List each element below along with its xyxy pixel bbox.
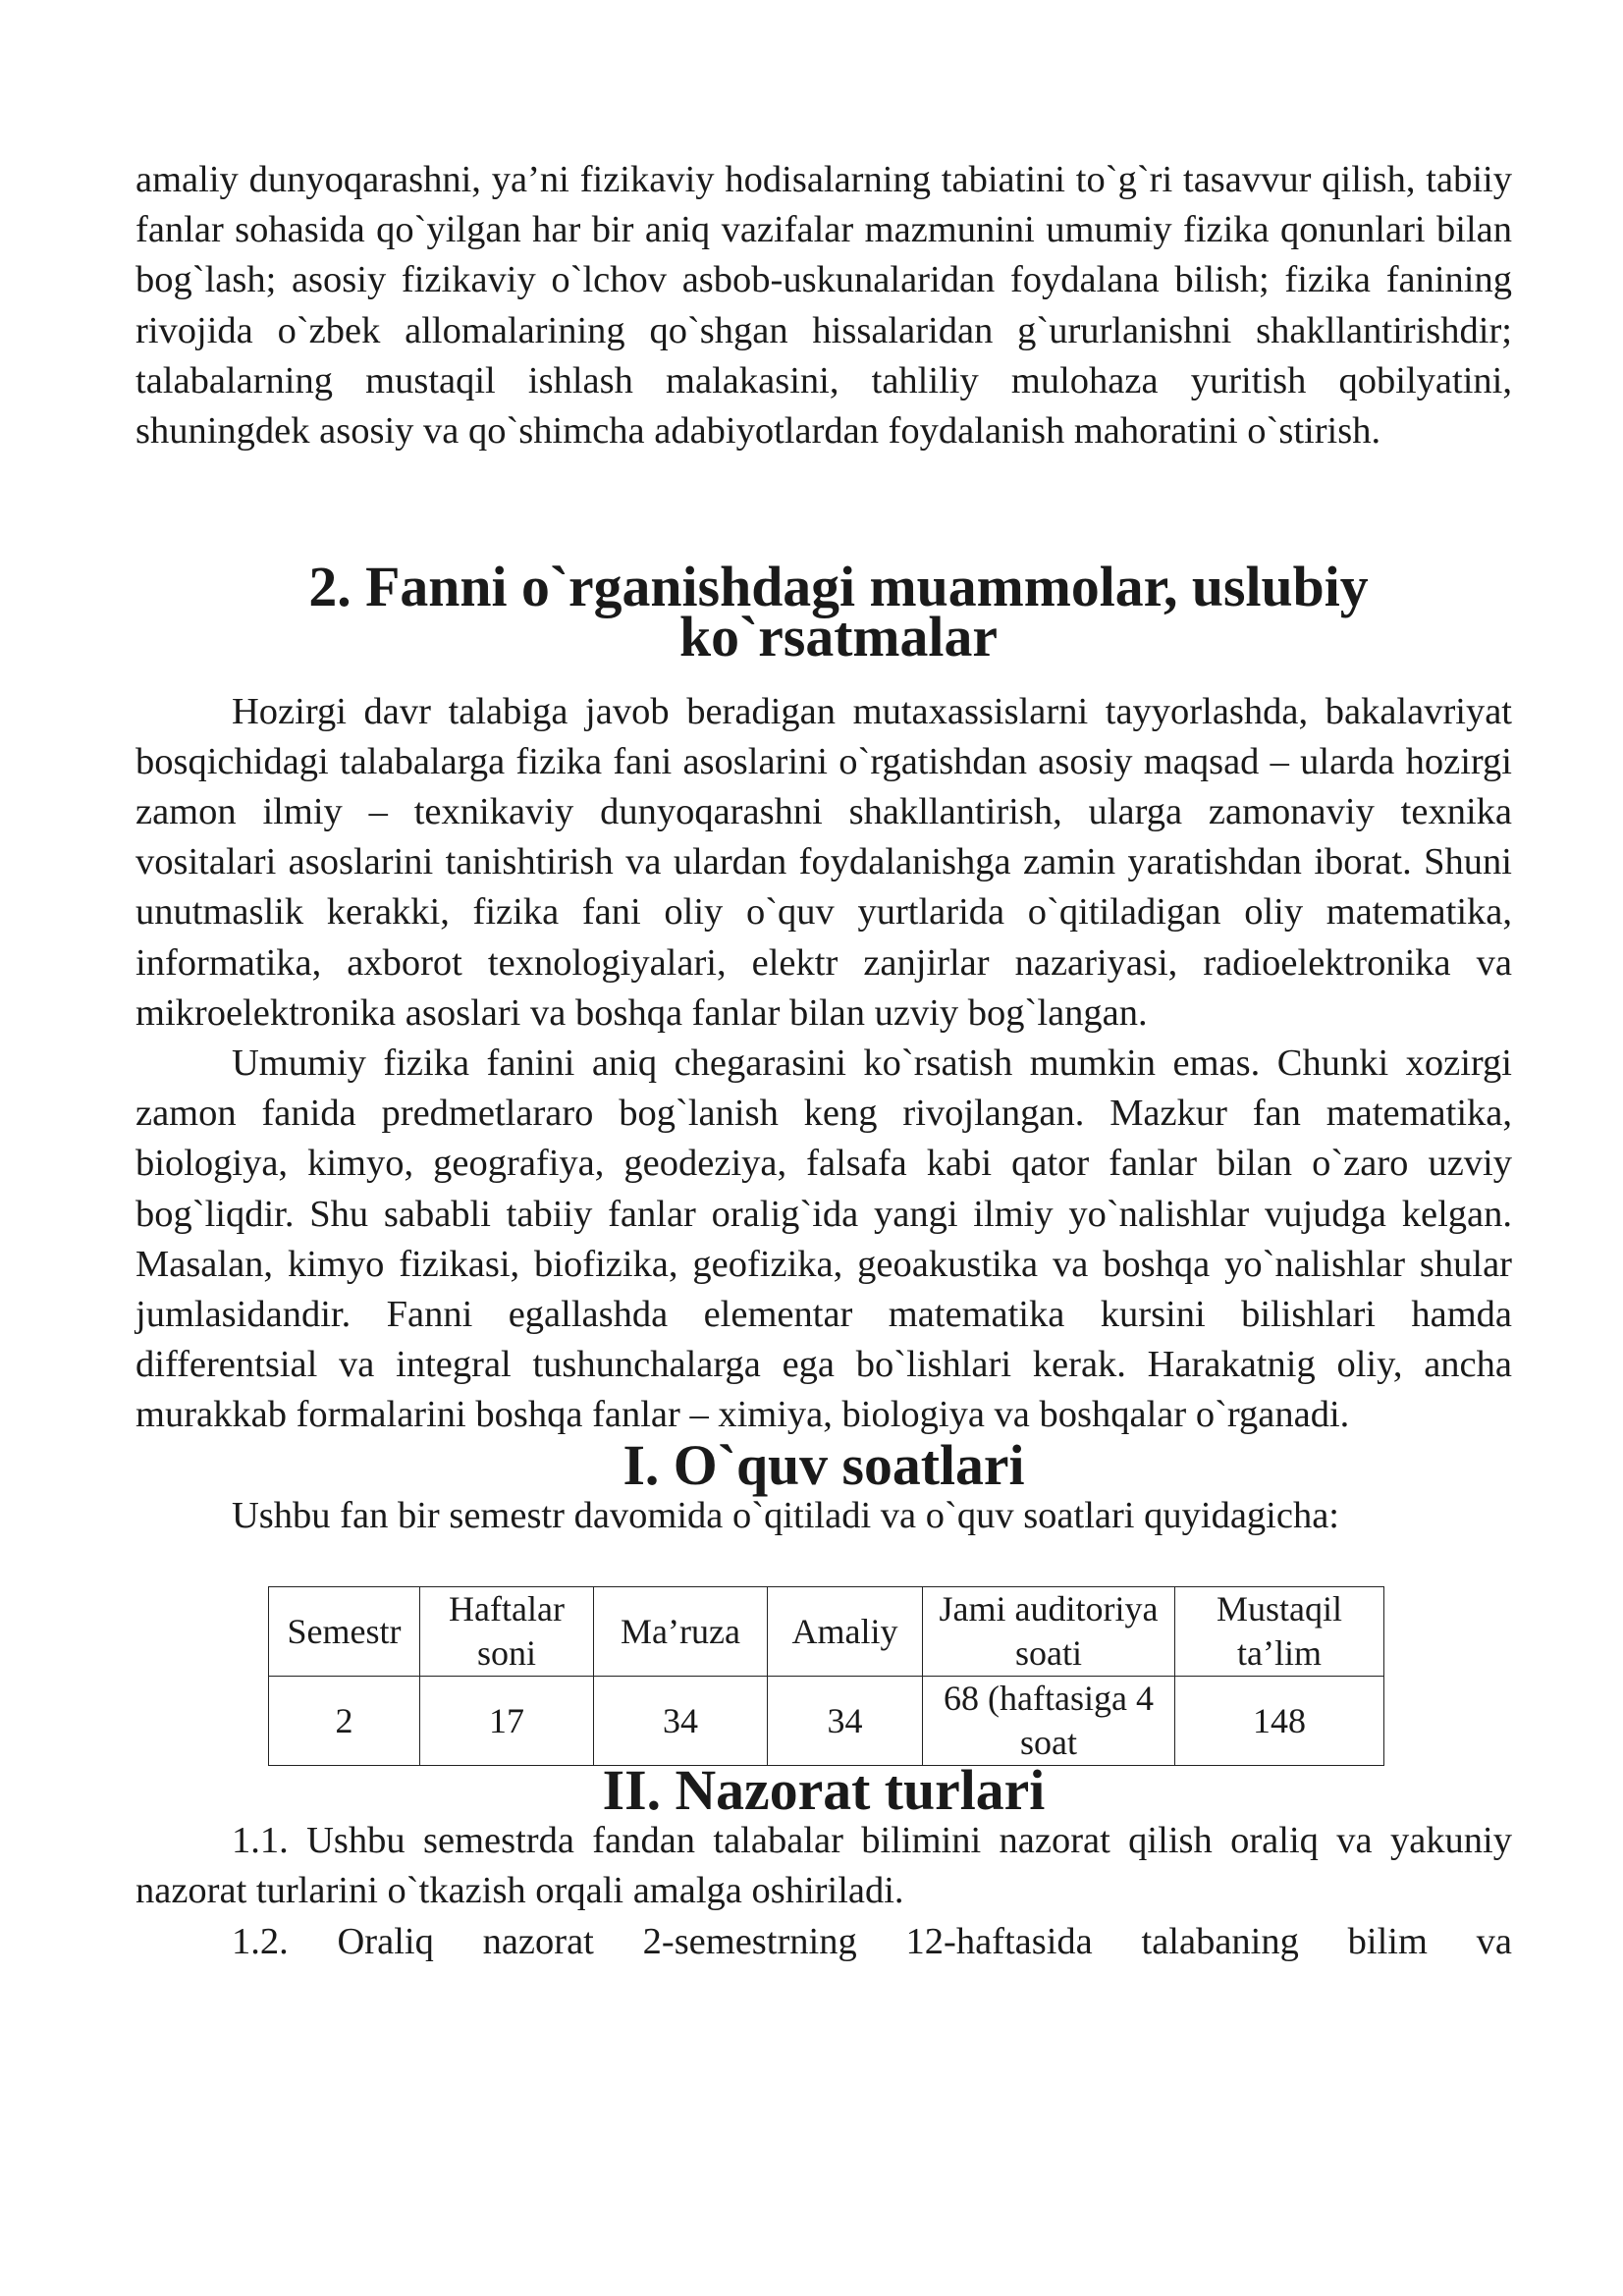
header-maruza: Ma’ruza — [594, 1587, 768, 1677]
header-amaliy: Amaliy — [768, 1587, 923, 1677]
study-hours-table — [268, 1586, 1384, 1766]
cell-mustaqil-talim: 148 — [1175, 1677, 1384, 1766]
section-ii-title: II. Nazorat turlari — [602, 1760, 1046, 1823]
section-ii-paragraph-2: 1.2. Oraliq nazorat 2-semestrning 12-haftasida talabaning bilim va — [232, 1920, 1512, 1962]
header-semestr: Semestr — [269, 1587, 420, 1677]
section-i-intro: Ushbu fan bir semestr davomida o`qitiladi va o`quv soatlari quyidagicha: — [232, 1494, 1339, 1536]
cell-semestr: 2 — [269, 1677, 420, 1766]
header-mustaqil-talim: Mustaqil ta’lim — [1175, 1587, 1384, 1677]
cell-maruza: 34 — [594, 1677, 768, 1766]
cell-jami-auditoriya-soati: 68 (haftasiga 4 soat — [923, 1677, 1175, 1766]
cell-haftalar-soni: 17 — [420, 1677, 594, 1766]
section-2-paragraph-1: Hozirgi davr talabiga javob beradigan mutaxassislarni tayyorlashda, bakalavriyat bosqichidagi talabalarga fizika fani asoslarini o`rgatishdan asosiy maqsad – ularda hozirgi zamon ilmiy – texnikaviy dunyoqarashni shakllantirish, ularga zamonaviy texnika vositalari asoslarini tanishtirish va ulardan foydalanishga zamin yaratishdan iborat. Shuni unutmaslik kerakki, fizika fani oliy o`quv yurtlarida o`qitiladigan oliy matematika, informatika, axborot texnologiyalari, elektr zanjirlar nazariyasi, radioelektronika va mikroelektronika asoslari va boshqa fanlar bilan uzviy bog`langan. — [135, 690, 1512, 1034]
section-i-title: I. O`quv soatlari — [622, 1434, 1025, 1497]
cell-amaliy: 34 — [768, 1677, 923, 1766]
intro-paragraph: amaliy dunyoqarashni, ya’ni fizikaviy hodisalarning tabiatini to`g`ri tasavvur qilish, tabiiy fanlar sohasida qo`yilgan har bir aniq vazifalar mazmunini umumiy fizika qonunlari bilan bog`lash; asosiy fizikaviy o`lchov asbob-uskunalaridan foydalana bilish; fizika fanining rivojida o`zbek allomalarining qo`shgan hissalaridan g`ururlanishni shakllantirishdir; talabalarning mustaqil ishlash malakasini, tahliliy mulohaza yuritish qobilyatini, shuningdek asosiy va qo`shimcha adabiyotlardan foydalanish mahoratini o`stirish. — [135, 159, 1512, 453]
document-page — [135, 155, 1512, 1967]
section-ii-paragraph-1: 1.1. Ushbu semestrda fandan talabalar bilimini nazorat qilish oraliq va yakuniy nazorat turlarini o`tkazish orqali amalga oshiriladi. — [135, 1820, 1512, 1912]
header-haftalar-soni: Haftalar soni — [420, 1587, 594, 1677]
section-2-paragraph-2: Umumiy fizika fanini aniq chegarasini ko`rsatish mumkin emas. Chunki xozirgi zamon fanida predmetlararo bog`lanish keng rivojlangan. Mazkur fan matematika, biologiya, kimyo, geografiya, geodeziya, falsafa kabi qator fanlar bilan o`zaro uzviy bog`liqdir. Shu sababli tabiiy fanlar oralig`ida yangi ilmiy yo`nalishlar vujudga kelgan. Masalan, kimyo fizikasi, biofizika, geofizika, geoakustika va boshqa yo`nalishlar shular jumlasidandir. Fanni egallashda elementar matematika kursini bilishlari hamda differentsial va integral tushunchalarga ega bo`lishlari kerak. Harakatnig oliy, ancha murakkab formalarini boshqa fanlar – ximiya, biologiya va boshqalar o`rganadi. — [135, 1042, 1512, 1436]
table-row — [269, 1677, 1384, 1766]
header-jami-auditoriya-soati: Jami auditoriya soati — [923, 1587, 1175, 1677]
section-2-title: 2. Fanni o`rganishdagi muammolar, uslubiy ko`rsatmalar — [308, 557, 1369, 669]
table-header-row — [269, 1587, 1384, 1677]
